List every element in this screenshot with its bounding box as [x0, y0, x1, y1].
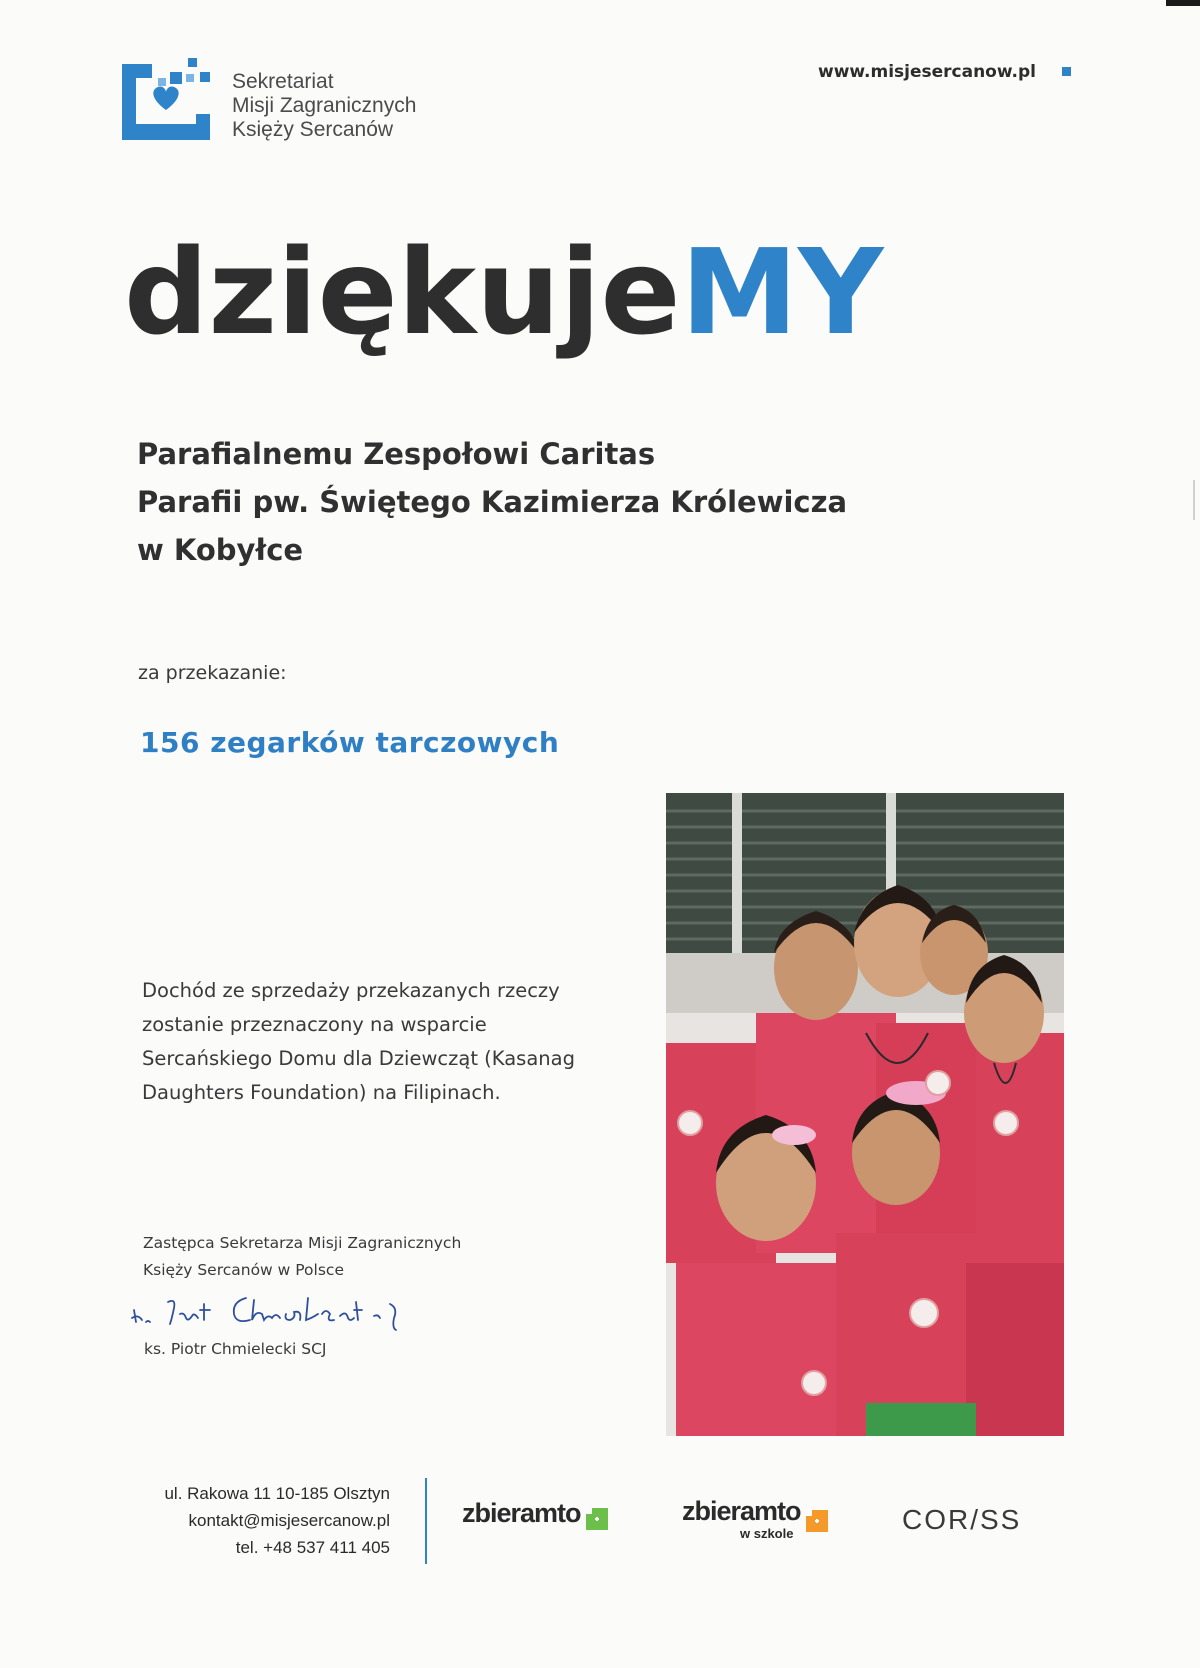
description-line-1: Dochód ze sprzedaży przekazanych rzeczy — [142, 979, 560, 1002]
coriss-logo: COR/SS — [902, 1504, 1022, 1535]
address-phone: tel. +48 537 411 405 — [235, 1538, 390, 1557]
heart-logo-icon — [118, 52, 214, 152]
footer-divider — [425, 1478, 427, 1564]
description-line-3: Sercańskiego Domu dla Dziewcząt (Kasanag — [142, 1047, 575, 1070]
recipient-line-1: Parafialnemu Zespołowi Caritas — [137, 437, 656, 471]
website-link[interactable]: www.misjesercanow.pl — [818, 62, 1036, 82]
signatory-role-line-2: Księży Sercanów w Polsce — [143, 1261, 344, 1279]
address-street: ul. Rakowa 11 10-185 Olsztyn — [164, 1484, 390, 1503]
logo-line-2: Misji Zagranicznych — [232, 94, 417, 117]
description-line-4: Daughters Foundation) na Filipinach. — [142, 1081, 501, 1104]
recipient-line-3: w Kobyłce — [137, 533, 304, 567]
donation-label: za przekazanie: — [138, 662, 287, 684]
zbieramto-szkole-logo-text: zbieramto — [682, 1496, 801, 1526]
donation-item: 156 zegarków tarczowych — [140, 726, 560, 759]
logo-line-3: Księży Sercanów — [232, 118, 394, 141]
logo-text — [232, 70, 416, 142]
signatory-role — [143, 1230, 461, 1284]
address-email[interactable]: kontakt@misjesercanow.pl — [188, 1511, 390, 1530]
corner-scan-mark — [1166, 0, 1200, 6]
recipient-line-2: Parafii pw. Świętego Kazimierza Królewicza — [137, 485, 848, 519]
page-title — [124, 222, 883, 362]
scan-edge-mark — [1193, 480, 1195, 520]
signatory-role-line-1: Zastępca Sekretarza Misji Zagranicznych — [143, 1234, 462, 1252]
zbieramto-logo — [462, 1498, 608, 1530]
zbieramto-cross-icon — [586, 1508, 608, 1530]
description-line-2: zostanie przeznaczony na wsparcie — [142, 1013, 487, 1036]
recipient-block — [137, 430, 847, 574]
zbieramto-w-szkole-logo — [682, 1496, 828, 1541]
handwritten-signature — [128, 1288, 408, 1332]
website-dot-icon — [1062, 67, 1071, 76]
girls-group-photo — [666, 793, 1064, 1436]
logo-line-1: Sekretariat — [232, 70, 334, 93]
title-main: dziękuje — [124, 223, 681, 361]
zbieramto-logo-text: zbieramto — [462, 1498, 581, 1528]
zbieramto-szkole-subtext: w szkole — [740, 1526, 794, 1541]
title-accent: MY — [680, 223, 884, 361]
description-text — [142, 974, 612, 1110]
zbieramto-szkole-cross-icon — [806, 1510, 828, 1532]
contact-address — [130, 1480, 390, 1561]
signatory-name: ks. Piotr Chmielecki SCJ — [144, 1340, 327, 1358]
